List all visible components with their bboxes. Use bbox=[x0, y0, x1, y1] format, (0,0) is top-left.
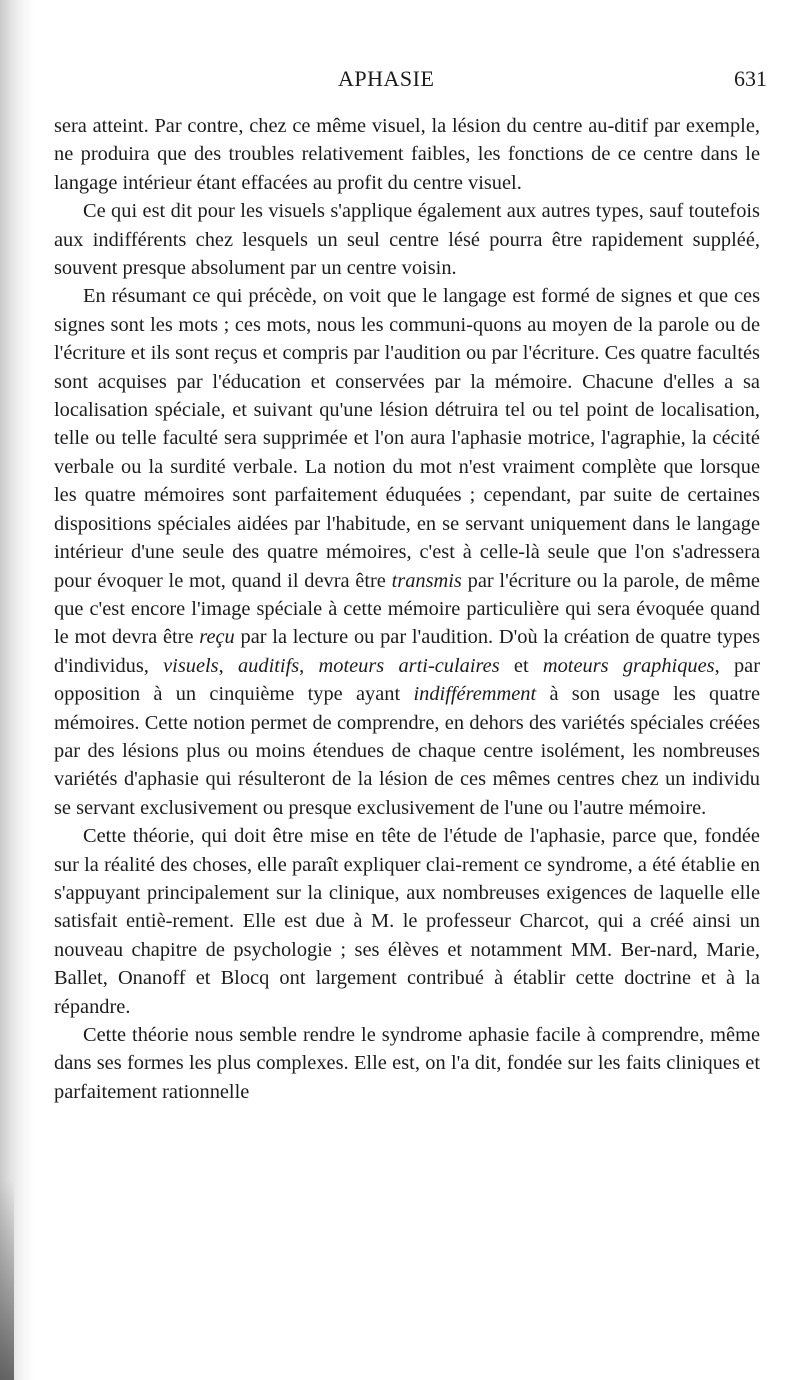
text-run: Ce qui est dit pour les visuels s'applique également aux autres types, sauf toutefois aux indifférents chez lesquels un seul centre lésé pourra être rapidement suppléé, souvent presque absolument par un centre voisin. bbox=[54, 200, 760, 280]
text-run: Cette théorie nous semble rendre le syndrome aphasie facile à comprendre, même dans ses formes les plus complexes. Elle est, on l'a dit, fondée sur les faits cliniques et parfaitement rationnelle bbox=[54, 1024, 760, 1103]
text-run: , bbox=[218, 654, 238, 677]
paragraph bbox=[54, 822, 760, 1021]
paragraph bbox=[54, 197, 760, 282]
text-run: , bbox=[299, 654, 319, 677]
italic-term: visuels bbox=[163, 654, 219, 677]
text-run: sera atteint. Par contre, chez ce même visuel, la lésion du centre au-ditif par exemple, ne produira que des troubles relativement faibles, les fonctions de ce centre dans le langage intérieur étant effacées au profit du centre visuel. bbox=[54, 115, 760, 194]
italic-term: moteurs graphiques bbox=[542, 654, 715, 677]
italic-term: auditifs bbox=[237, 654, 300, 677]
page-spine-shadow bbox=[0, 0, 34, 1380]
page-header bbox=[0, 66, 801, 96]
page-edge-shadow bbox=[0, 1180, 14, 1380]
text-run: par l'écriture ou la parole, de même que c'est encore l'image spéciale à cette mémoire particulière qui sera évoquée quand le mot devra être bbox=[54, 569, 760, 649]
italic-term: reçu bbox=[199, 626, 235, 649]
text-run: à son usage les quatre mémoires. Cette notion permet de comprendre, en dehors des variétés spéciales créées par des lésions plus ou moins étendues de chaque centre isolément, les nombreuses variétés d'aphasie qui résulteront de la lésion de ces mêmes centres chez un individu se servant exclusivement ou presque exclusivement de l'une ou l'autre mémoire. bbox=[54, 683, 761, 819]
paragraph bbox=[54, 282, 760, 822]
body-text bbox=[54, 112, 760, 1106]
text-run: et bbox=[499, 654, 543, 677]
running-title: APHASIE bbox=[338, 66, 435, 91]
page-number: 631 bbox=[734, 66, 767, 91]
paragraph bbox=[54, 112, 760, 197]
text-run: En résumant ce qui précède, on voit que le langage est formé de signes et que ces signes sont les mots ; ces mots, nous les communi-quons au moyen de la parole ou de l'écriture et ils sont reçus et compris par l'audition ou par l'écriture. Ces quatre facultés sont acquises par l'éducation et conservées par la mémoire. Chacune d'elles a sa localisation spéciale, et suivant qu'une lésion détruira tel ou tel point de localisation, telle ou telle faculté sera supprimée et l'on aura l'aphasie motrice, l'agraphie, la cécité verbale ou la surdité verbale. La notion du mot n'est vraiment complète que lorsque les quatre mémoires sont parfaitement éduquées ; cependant, par suite de certaines dispositions spéciales aidées par l'habitude, en se servant uniquement dans le langage intérieur d'une seule des quatre mémoires, c'est à celle-là seule que l'on s'adressera pour évoquer le mot, quand il devra être bbox=[54, 285, 760, 592]
italic-term: moteurs arti-culaires bbox=[318, 654, 500, 677]
paragraph bbox=[54, 1021, 760, 1106]
text-run: Cette théorie, qui doit être mise en tête de l'étude de l'aphasie, parce que, fondée sur la réalité des choses, elle paraît expliquer clai-rement ce syndrome, a été établie en s'appuyant principalement sur la clinique, aux nombreuses exigences de laquelle elle satisfait entiè-rement. Elle est due à M. le professeur Charcot, qui a créé ainsi un nouveau chapitre de psychologie ; ses élèves et notamment MM. Ber-nard, Marie, Ballet, Onanoff et Blocq ont largement contribué à établir cette doctrine et à la répandre. bbox=[54, 825, 760, 1018]
text-run: par la lecture ou par l'audition. D'où la création de quatre types d'individus, bbox=[54, 626, 761, 677]
italic-term: transmis bbox=[391, 569, 462, 592]
text-run: , par opposition à un cinquième type ayant bbox=[54, 654, 760, 706]
italic-term: indifféremment bbox=[413, 683, 537, 706]
